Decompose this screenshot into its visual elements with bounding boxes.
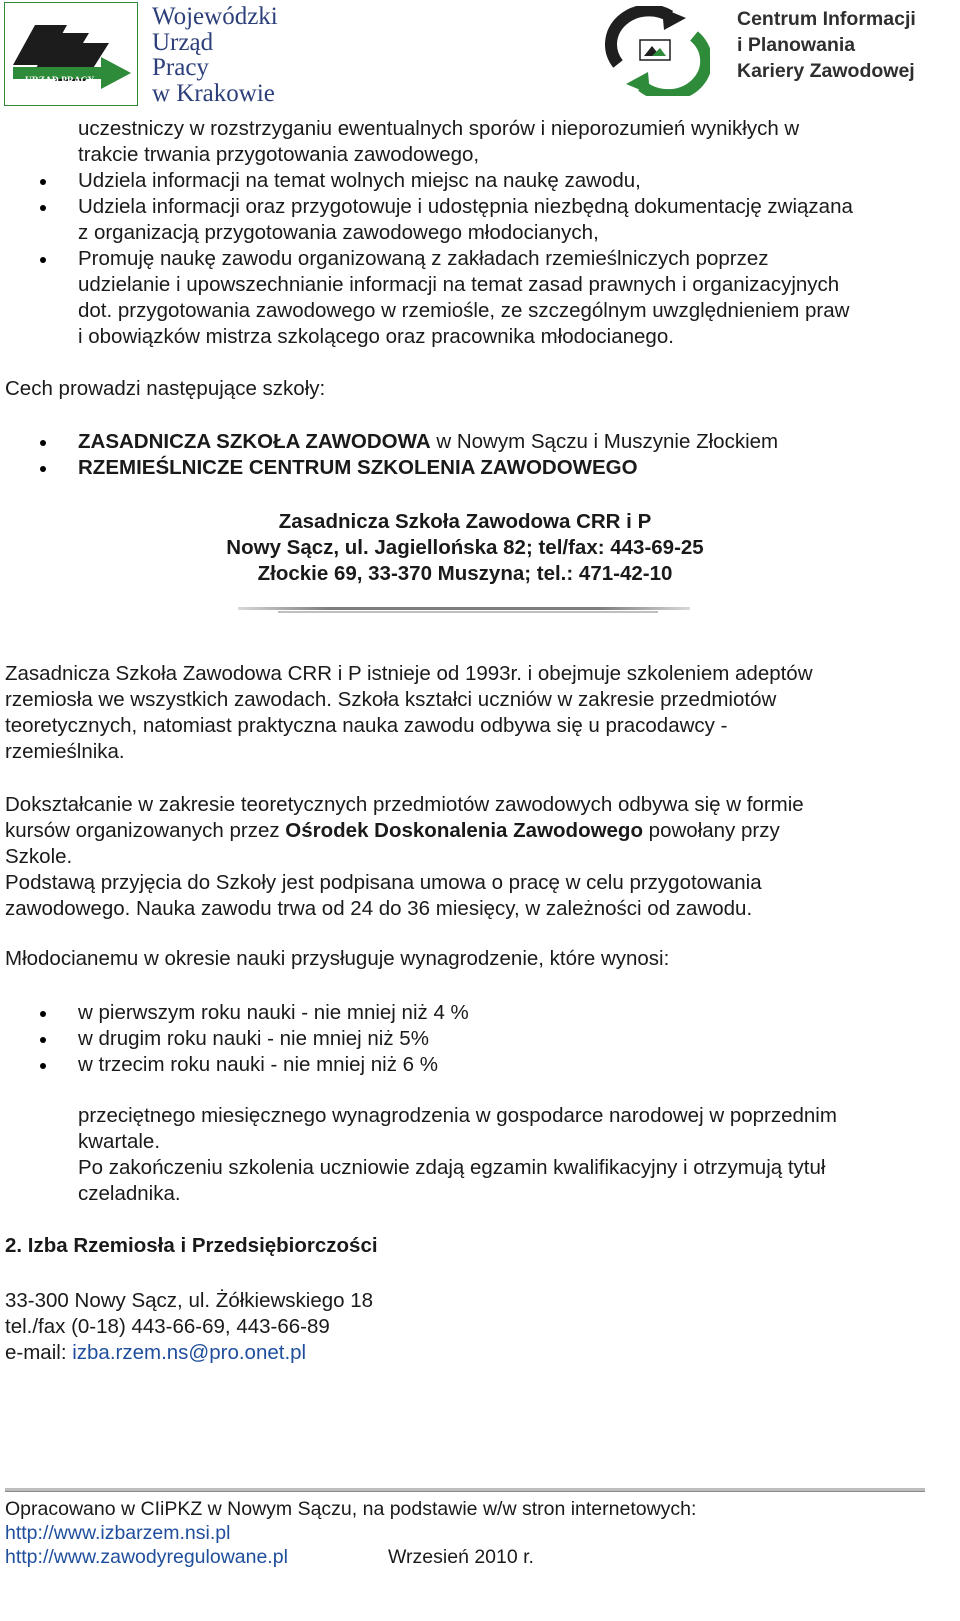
footer-source: Opracowano w CIiPKZ w Nowym Sączu, na podstawie w/w stron internetowych: (5, 1498, 697, 1520)
list-item-line: Udziela informacji oraz przygotowuje i udostępnia niezbędną dokumentację związana (78, 195, 853, 218)
wup-logo-graphic (5, 3, 136, 104)
list-item-line: dot. przygotowania zawodowego w rzemiośle, ze szczególnym uwzględnieniem praw (78, 299, 850, 322)
bullet-icon (40, 179, 46, 185)
footer (5, 1497, 935, 1569)
list-item-line: trakcie trwania przygotowania zawodowego, (78, 143, 480, 166)
bullet-icon (40, 440, 46, 446)
list-item (0, 455, 940, 481)
list-item (0, 194, 940, 246)
list-item-line: Promuję naukę zawodu organizowaną z zakładach rzemieślniczych poprzez (78, 247, 769, 270)
school-card-address1: Nowy Sącz, ul. Jagiellońska 82; tel/fax: 443-69-25 (226, 536, 704, 559)
schools-intro: Cech prowadzi następujące szkoły: (5, 377, 326, 400)
center-name: Ośrodek Doskonalenia Zawodowego (285, 819, 643, 842)
school-card-name: Zasadnicza Szkoła Zawodowa CRR i P (278, 510, 652, 533)
contact-address: 33-300 Nowy Sącz, ul. Żółkiewskiego 18 (5, 1289, 374, 1312)
wup-logo-caption: URZĄD PRACY (25, 76, 95, 86)
school-location: w Nowym Sączu i Muszynie Złockiem (430, 430, 779, 453)
school-card-address2: Złockie 69, 33-370 Muszyna; tel.: 471-42-10 (257, 562, 673, 585)
list-item: w pierwszym roku nauki - nie mniej niż 4 % (0, 1000, 940, 1026)
school-name: ZASADNICZA SZKOŁA ZAWODOWA (78, 430, 431, 453)
list-item-line: Udziela informacji na temat wolnych miejsc na naukę zawodu, (78, 169, 641, 192)
bullet-icon (40, 1037, 46, 1043)
training-description: Dokształcanie w zakresie teoretycznych przedmiotów zawodowych odbywa się w formie kursów organizowanych przez Ośrodek Doskonalenia Zawodowego powołany przy Szkole. Podstawą przyjęcia do Szkoły jest podpisana umowa o pracę w celu przygotowania zawodowego. Nauka zawodu trwa od 24 do 36 miesięcy, w zależności od zawodu. (5, 793, 804, 920)
list-item-line: uczestniczy w rozstrzyganiu ewentualnych sporów i nieporozumień wynikłych w (78, 117, 800, 140)
footer-date: Wrzesień 2010 r. (388, 1546, 534, 1568)
salary-list (0, 1000, 940, 1078)
salary-intro: Młodocianemu w okresie nauki przysługuje wynagrodzenie, które wynosi: (5, 947, 670, 970)
wup-name: Wojewódzki Urząd Pracy w Krakowie (152, 3, 278, 107)
bullet-icon (40, 205, 46, 211)
cip-logo-graphic (600, 6, 710, 96)
footer-link-zawody[interactable]: http://www.zawodyregulowane.pl (5, 1546, 288, 1568)
decorative-divider (238, 605, 690, 615)
email-link[interactable]: izba.rzem.ns@pro.onet.pl (72, 1341, 307, 1364)
wup-logo (4, 2, 138, 106)
footer-link-izbarzem[interactable]: http://www.izbarzem.nsi.pl (5, 1522, 231, 1544)
page-header (0, 0, 960, 110)
salary-note: przeciętnego miesięcznego wynagrodzenia w gospodarce narodowej w poprzednim kwartale. Po zakończeniu szkolenia uczniowie zdają egzamin kwalifikacyjny i otrzymują tytuł czeladnika. (78, 1104, 837, 1205)
list-item-continuation (0, 116, 940, 168)
bullet-icon (40, 257, 46, 263)
bullet-icon (40, 1063, 46, 1069)
contact-block: 33-300 Nowy Sącz, ul. Żółkiewskiego 18 tel./fax (0-18) 443-66-69, 443-66-89 e-mail: izba.rzem.ns@pro.onet.pl (5, 1288, 935, 1366)
school-name: RZEMIEŚLNICZE CENTRUM SZKOLENIA ZAWODOWEGO (78, 456, 638, 479)
bullet-icon (40, 1011, 46, 1017)
schools-list (0, 429, 940, 481)
list-item (0, 246, 940, 350)
footer-divider-thin (5, 1491, 925, 1492)
school-description: Zasadnicza Szkoła Zawodowa CRR i P istnieje od 1993r. i obejmuje szkoleniem adeptów rzemiosła we wszystkich zawodach. Szkoła kształci uczniów w zakresie przedmiotów teoretycznych, natomiast praktyczna nauka zawodu odbywa się u pracodawcy - rzemieślnika. (5, 662, 813, 763)
bullet-icon (40, 466, 46, 472)
list-item: w drugim roku nauki - nie mniej niż 5% (0, 1026, 940, 1052)
cip-logo (600, 6, 710, 96)
list-item-line: z organizacją przygotowania zawodowego młodocianych, (78, 221, 599, 244)
list-item (0, 168, 940, 194)
contact-phone: tel./fax (0-18) 443-66-69, 443-66-89 (5, 1315, 330, 1338)
duties-list (0, 116, 940, 350)
list-item (0, 429, 940, 455)
list-item: w trzecim roku nauki - nie mniej niż 6 % (0, 1052, 940, 1078)
section-title: 2. Izba Rzemiosła i Przedsiębiorczości (5, 1234, 378, 1257)
list-item-line: i obowiązków mistrza szkolącego oraz pracownika młodocianego. (78, 325, 674, 348)
list-item-line: udzielanie i upowszechnianie informacji na temat zasad prawnych i organizacyjnych (78, 273, 840, 296)
cip-name: Centrum Informacji i Planowania Kariery Zawodowej (737, 8, 916, 82)
